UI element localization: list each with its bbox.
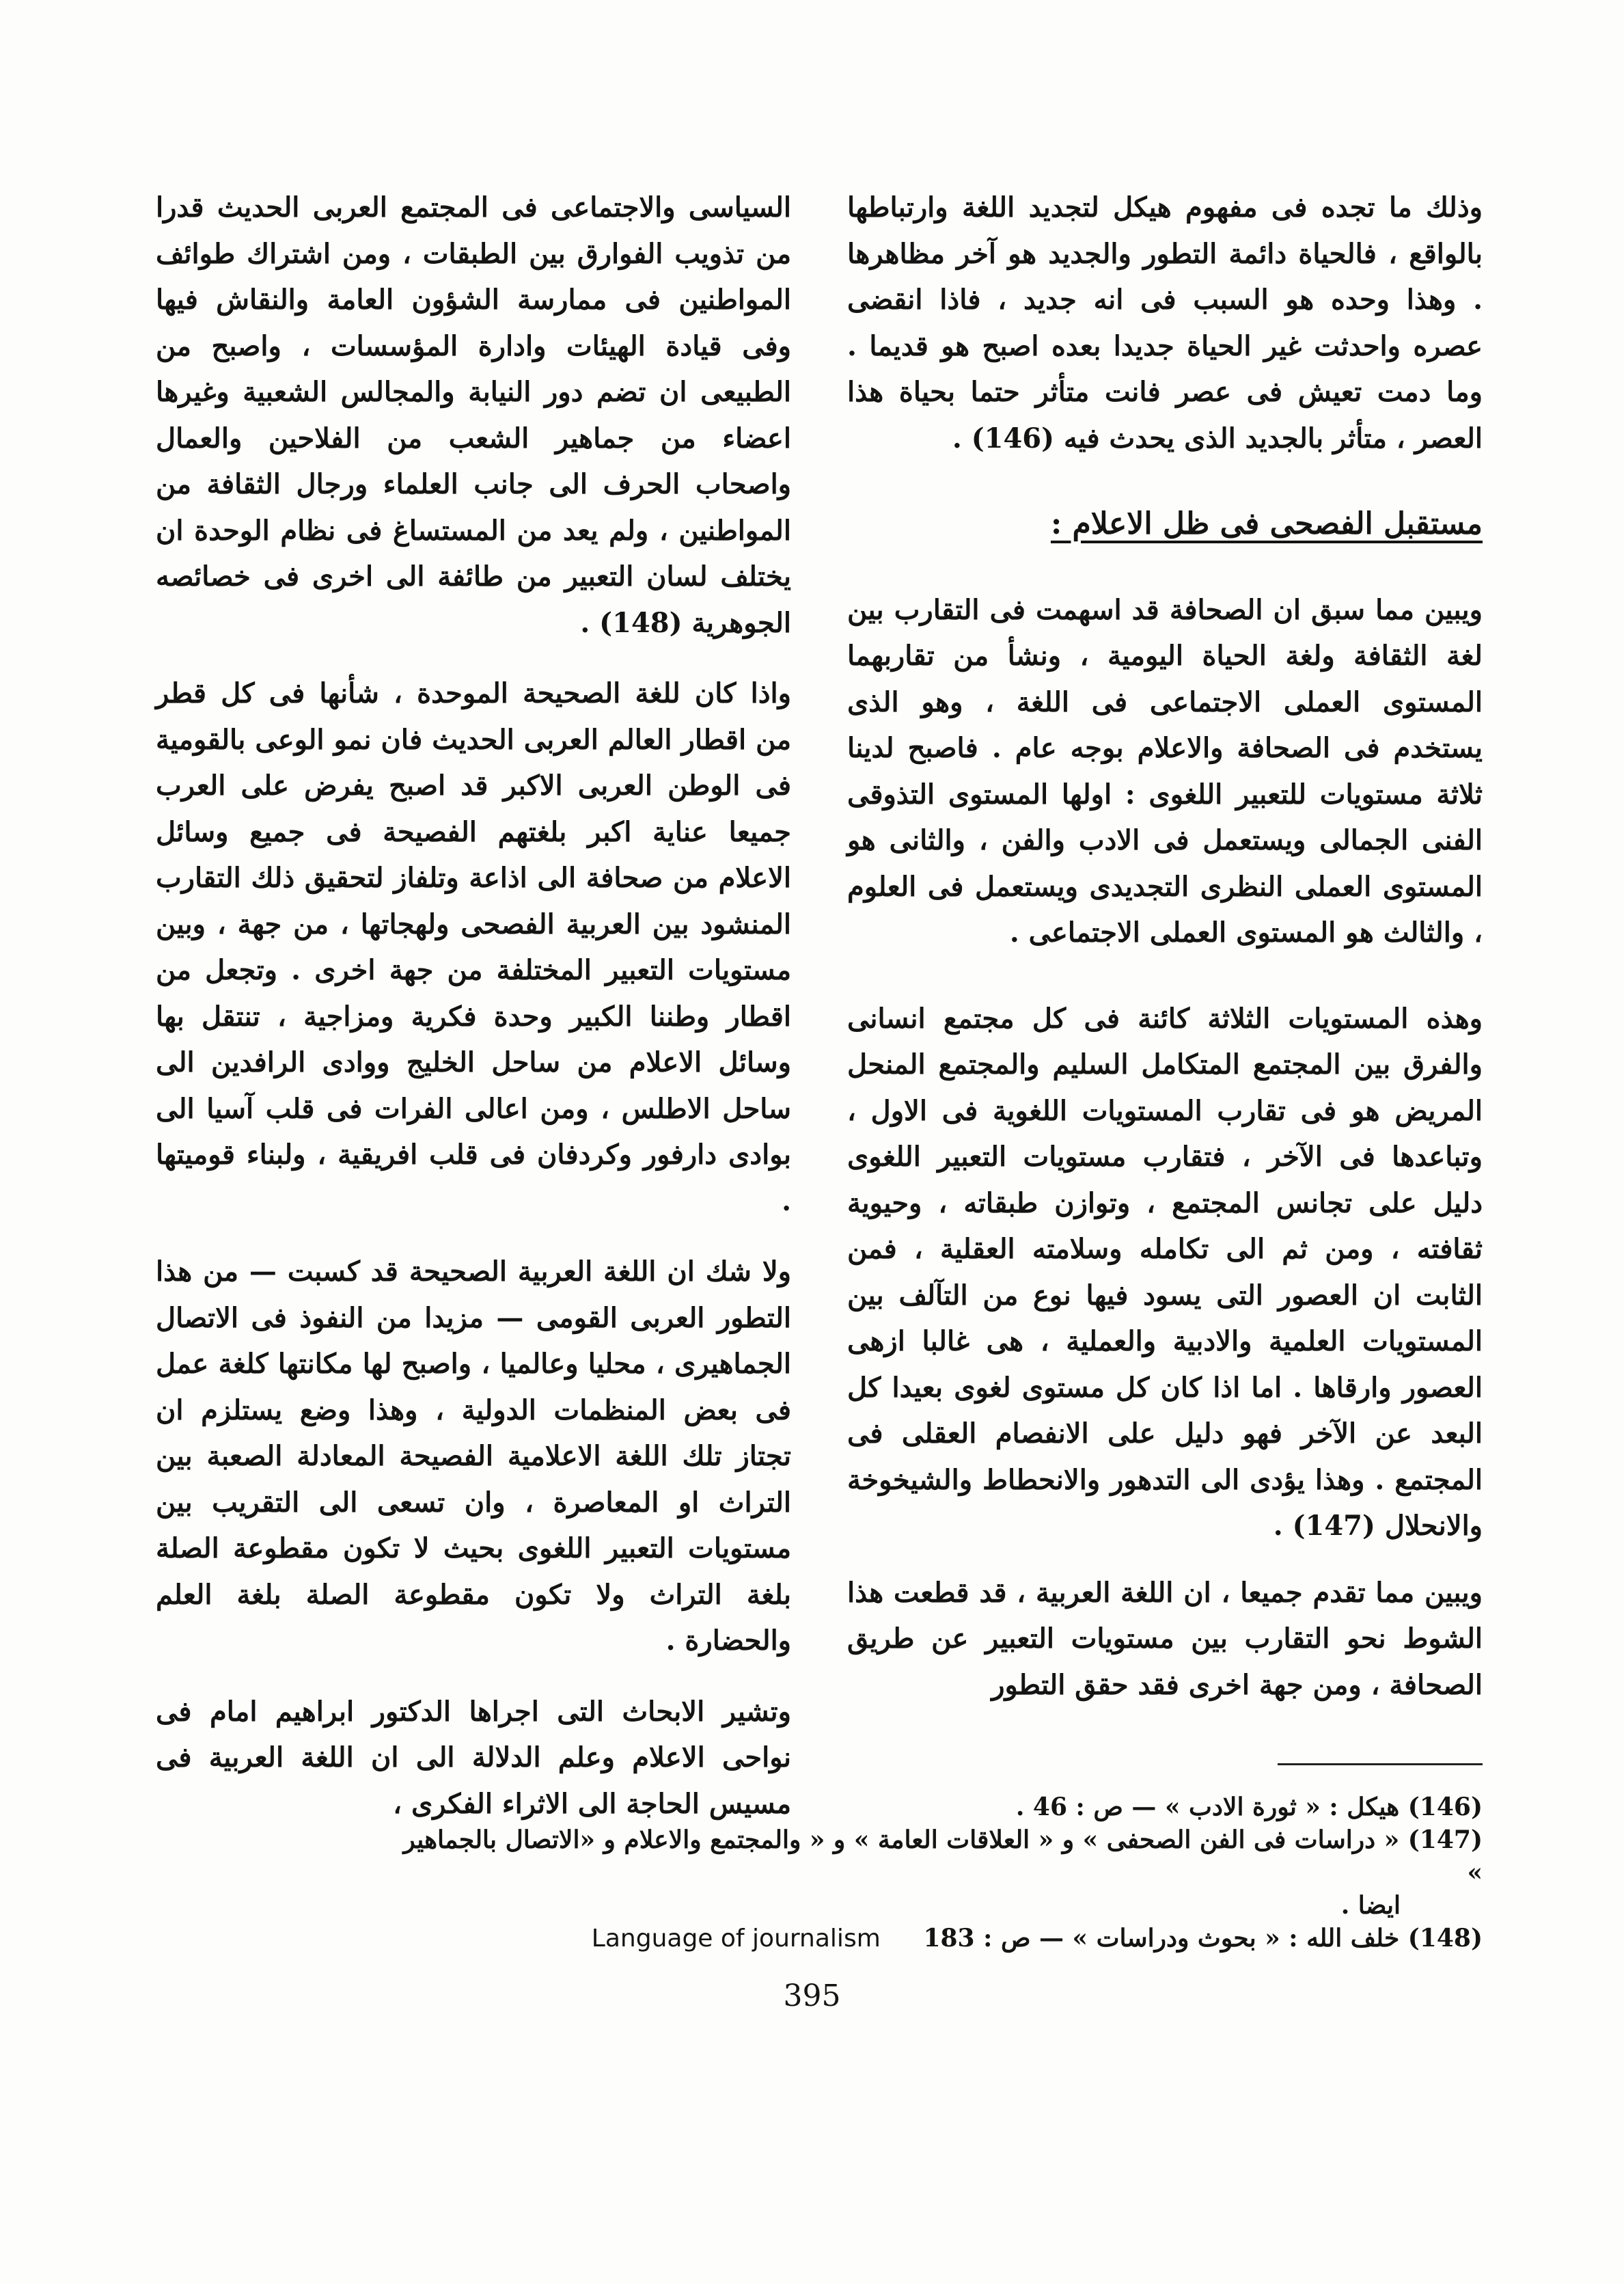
footnotes — [383, 1791, 1483, 1955]
paragraph: واذا كان للغة الصحيحة الموحدة ، شأنها فى كل قطر من اقطار العالم العربى الحديث فان نمو الوعى بالقومية فى الوطن العربى الاكبر قد اصبح يفرض على العرب جميعا عناية اكبر بلغتهم الفصيحة فى جميع وسائل الاعلام من صحافة الى اذاعة وتلفاز لتحقيق ذلك التقارب المنشود بين العربية الفصحى ولهجاتها ، من جهة ، وبين مستويات التعبير المختلفة من جهة اخرى . وتجعل من اقطار وطننا الكبير وحدة فكرية ومزاجية ، تنتقل بها وسائل الاعلام من ساحل الخليج ووادى الرافدين الى ساحل الاطلس ، ومن اعالى الفرات فى قلب آسيا الى بوادى دارفور وكردفان فى قلب افريقية ، ولبناء قوميتها . — [156, 677, 791, 1217]
paragraph: وذلك ما تجده فى مفهوم هيكل لتجديد اللغة وارتباطها بالواقع ، فالحياة دائمة التطور والجديد هو آخر مظاهرها . وهذا وحده هو السبب فى انه جديد ، فاذا انقضى عصره واحدثت غير الحياة جديدا بعده اصبح هو قديما . وما دمت تعيش فى عصر فانت متأثر حتما بحياة هذا العصر ، متأثر بالجديد الذى يحدث فيه (146) . — [847, 191, 1483, 454]
footnote-148-english: Language of journalism — [591, 1925, 881, 1953]
footnote-148 — [383, 1922, 1483, 1955]
section-heading: مستقبل الفصحى فى ظل الاعلام : — [1050, 506, 1483, 541]
paragraph: ويبين مما تقدم جميعا ، ان اللغة العربية ، قد قطعت هذا الشوط نحو التقارب بين مستويات التعبير عن طريق الصحافة ، ومن جهة اخرى فقد حقق التطور — [847, 1576, 1483, 1701]
paragraph: السياسى والاجتماعى فى المجتمع العربى الحديث قدرا من تذويب الفوارق بين الطبقات ، ومن اشتراك طوائف المواطنين فى ممارسة الشؤون العامة والنقاش فيها وفى قيادة الهيئات وادارة المؤسسات ، واصبح من الطبيعى ان تضم دور النيابة والمجالس الشعبية وغيرها اعضاء من جماهير الشعب من الفلاحين والعمال واصحاب الحرف الى جانب العلماء ورجال الثقافة من المواطنين ، ولم يعد من المستساغ فى نظام الوحدة ان يختلف لسان التعبير من طائفة الى اخرى فى خصائصه الجوهرية (148) . — [156, 191, 791, 639]
footnote-147-continuation: ايضا . — [1340, 1891, 1401, 1920]
paragraph: ولا شك ان اللغة العربية الصحيحة قد كسبت — من هذا التطور العربى القومى — مزيدا من النفوذ فى الاتصال الجماهيرى ، محليا وعالميا ، واصبح لها مكانتها كلغة عمل فى بعض المنظمات الدولية ، وهذا وضع يستلزم ان تجتاز تلك اللغة الاعلامية الفصيحة المعادلة الصعبة بين التراث او المعاصرة ، وان تسعى الى التقريب بين مستويات التعبير اللغوى بحيث لا تكون مقطوعة الصلة بلغة التراث ولا تكون مقطوعة الصلة بلغة العلم والحضارة . — [156, 1255, 791, 1657]
paragraph: وتشير الابحاث التى اجراها الدكتور ابراهيم امام فى نواحى الاعلام وعلم الدلالة الى ان اللغة العربية فى مسيس الحاجة الى الاثراء الفكرى ، — [156, 1695, 791, 1820]
left-column — [156, 185, 791, 1827]
right-column — [847, 185, 1483, 1708]
paragraph: ويبين مما سبق ان الصحافة قد اسهمت فى التقارب بين لغة الثقافة ولغة الحياة اليومية ، ونشأ من تقاربهما المستوى العملى الاجتماعى فى اللغة ، وهو الذى يستخدم فى الصحافة والاعلام بوجه عام . فاصبح لدينا ثلاثة مستويات للتعبير اللغوى : اولها المستوى التذوقى الفنى الجمالى ويستعمل فى الادب والفن ، والثانى هو المستوى العملى النظرى التجديدى ويستعمل فى العلوم ، والثالث هو المستوى العملى الاجتماعى . — [847, 593, 1483, 949]
footnote-147: (147) « دراسات فى الفن الصحفى » و « العلاقات العامة » و « والمجتمع والاعلام و «الاتصال بالجماهير » — [403, 1825, 1483, 1887]
page-number: 395 — [783, 1979, 841, 2013]
footnote-146: (146) هيكل : « ثورة الادب » — ص : 46 . — [1015, 1793, 1483, 1821]
paragraph: وهذه المستويات الثلاثة كائنة فى كل مجتمع انسانى والفرق بين المجتمع المتكامل السليم والمجتمع المنحل المريض هو فى تقارب المستويات اللغوية فى الاول ، وتباعدها فى الآخر ، فتقارب مستويات التعبير اللغوى دليل على تجانس المجتمع ، وتوازن طبقاته ، وحيوية ثقافته ، ومن ثم الى تكامله وسلامته العقلية ، فمن الثابت ان العصور التى يسود فيها نوع من التآلف بين المستويات العلمية والادبية والعملية ، هى غالبا ازهى العصور وارقاها . اما اذا كان كل مستوى لغوى بعيدا كل البعد عن الآخر فهو دليل على الانفصام العقلى فى المجتمع . وهذا يؤدى الى التدهور والانحطاط والشيخوخة والانحلال (147) . — [847, 1002, 1483, 1542]
footnote-148-arabic: (148) خلف الله : « بحوث ودراسات » — ص : 183 — [923, 1924, 1483, 1953]
footnote-separator — [1278, 1763, 1483, 1765]
